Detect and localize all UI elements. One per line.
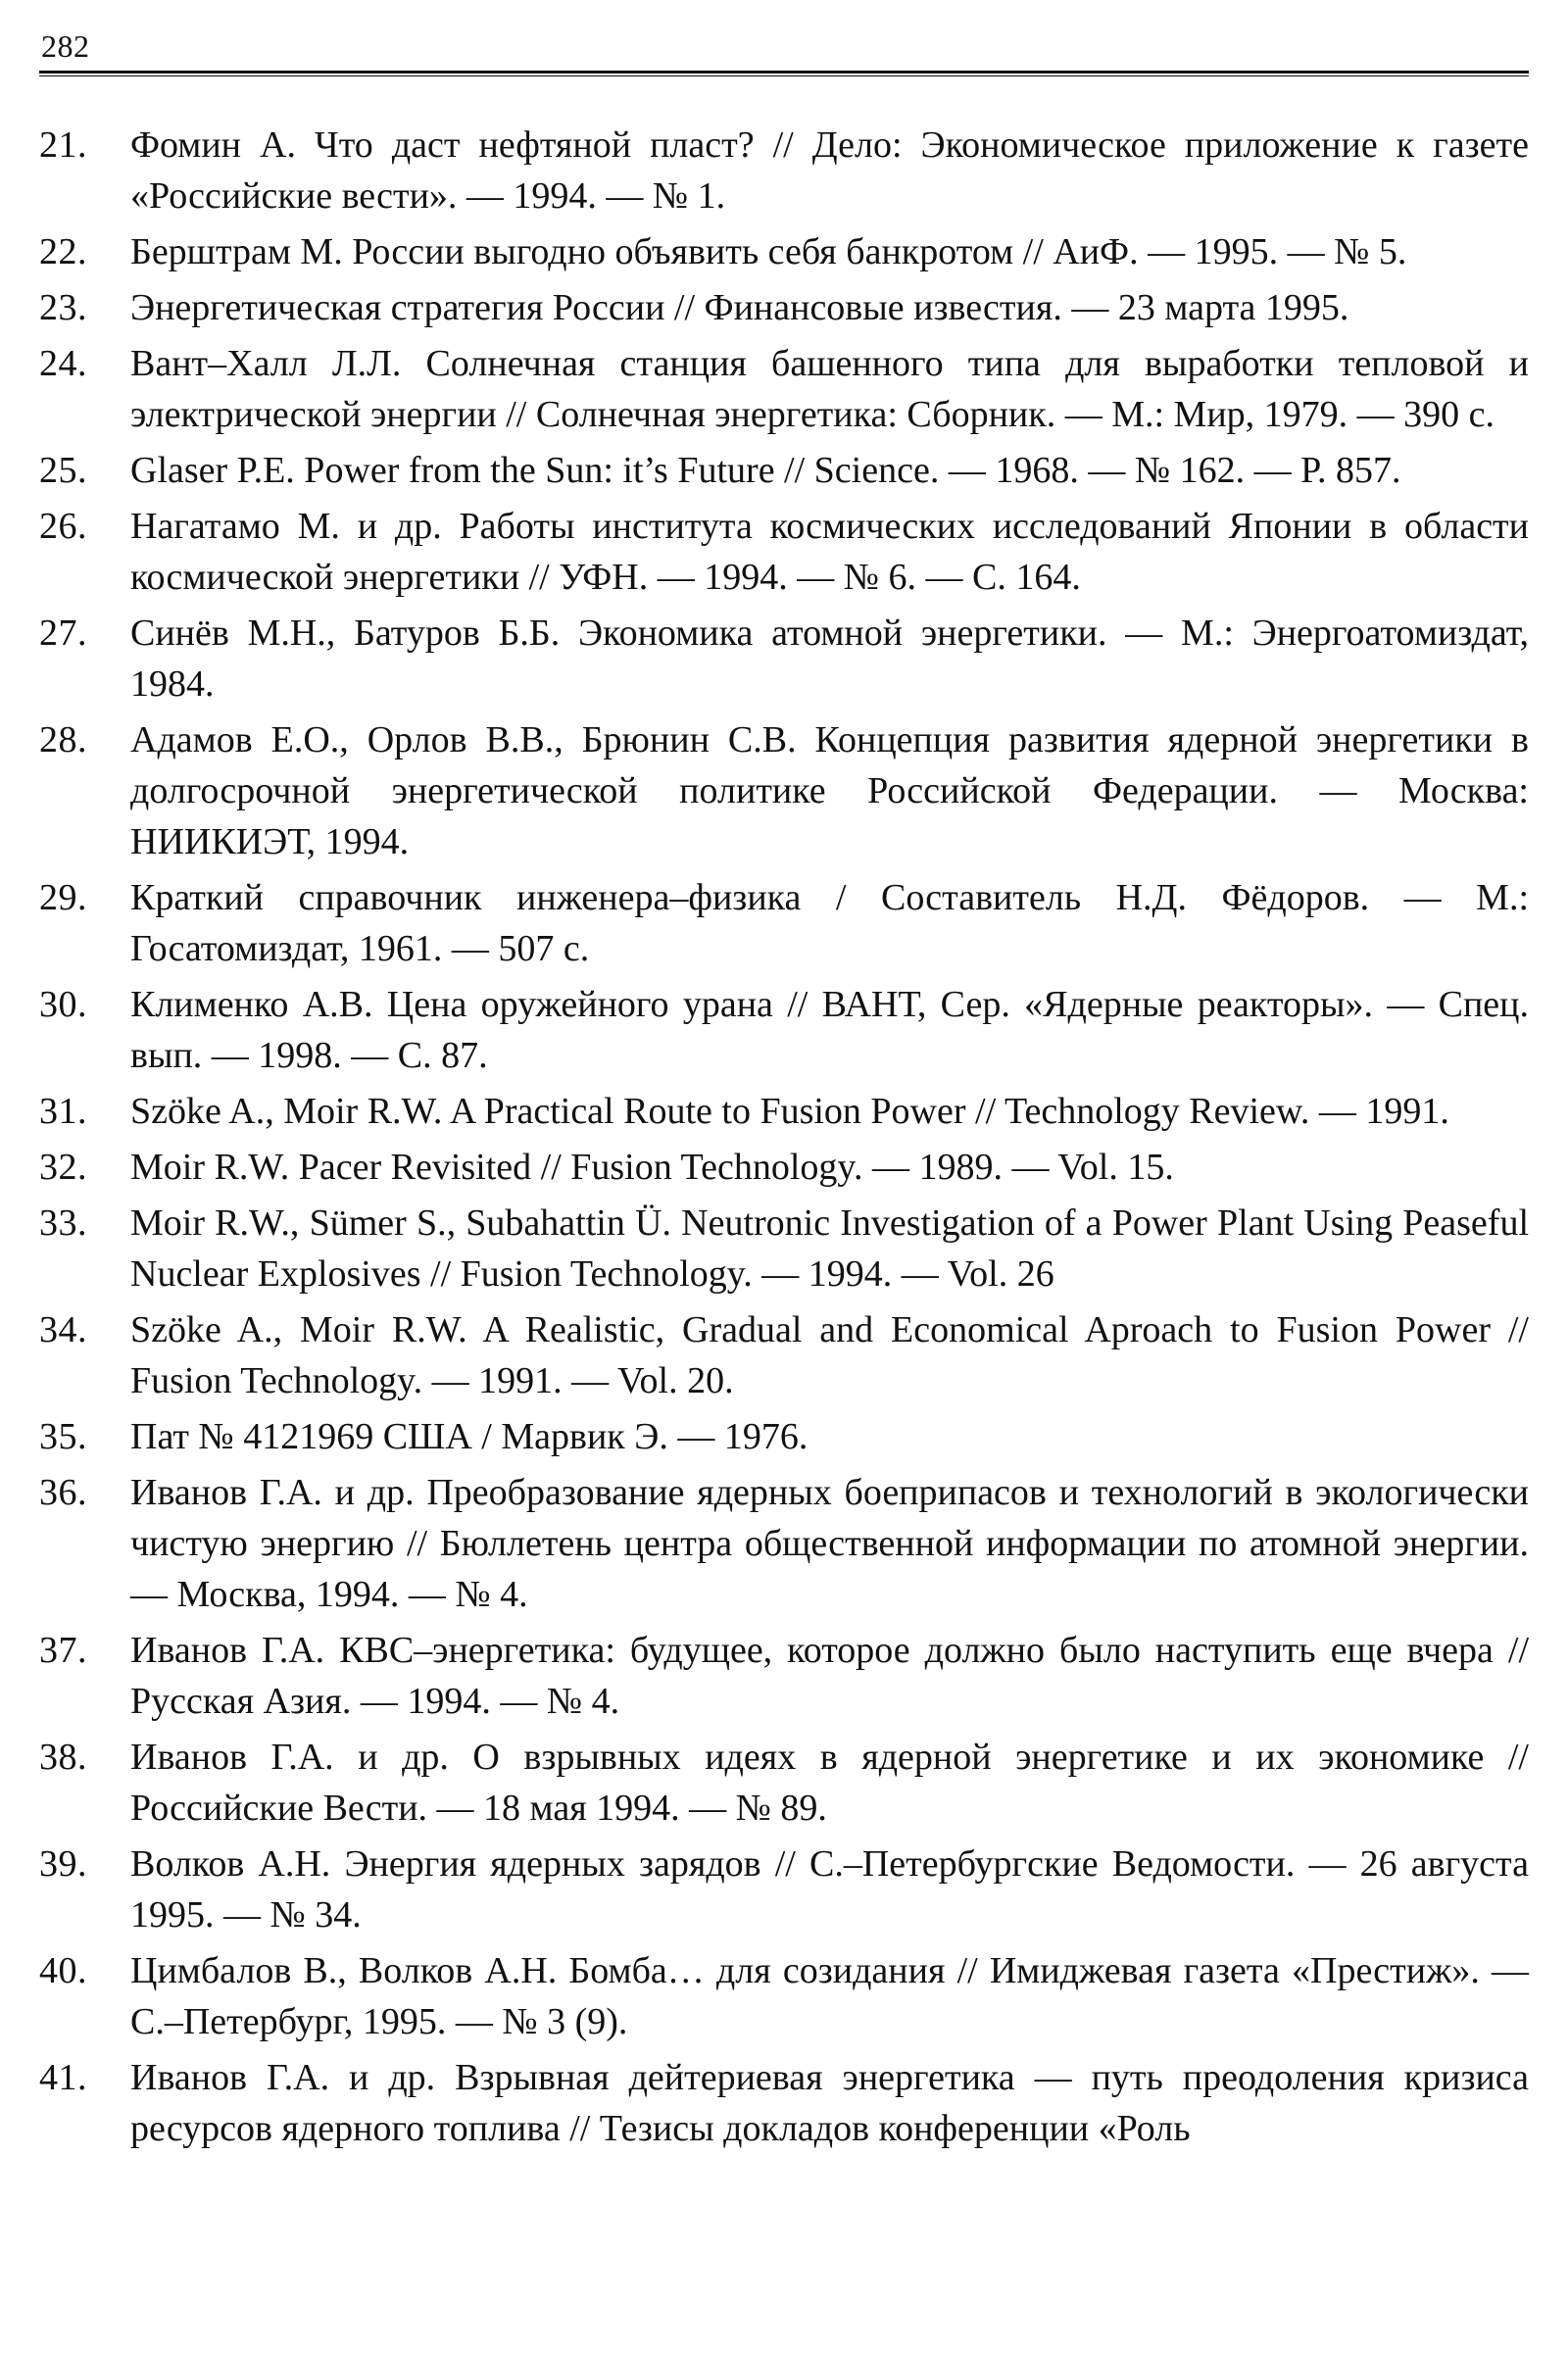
reference-text: Волков А.Н. Энергия ядерных зарядов // С.–Петербургские Ведомости. — 26 августа 1995. — № 34. xyxy=(130,1843,1529,1936)
reference-text: Вант–Халл Л.Л. Солнечная станция башенного типа для выработки тепловой и электрической энергии // Солнечная энергетика: Сборник. — М.: Мир, 1979. — 390 с. xyxy=(130,343,1529,435)
reference-item xyxy=(39,282,1529,333)
reference-text: Glaser P.E. Power from the Sun: it’s Future // Science. — 1968. — № 162. — P. 857. xyxy=(130,450,1401,491)
reference-number: 35. xyxy=(39,1416,87,1457)
reference-number: 22. xyxy=(39,231,87,272)
reference-text: Синёв М.Н., Батуров Б.Б. Экономика атомной энергетики. — М.: Энергоатомиздат, 1984. xyxy=(130,613,1529,705)
reference-item xyxy=(39,445,1529,496)
page-number: 282 xyxy=(41,28,90,64)
reference-item xyxy=(39,120,1529,221)
reference-number: 21. xyxy=(39,124,87,166)
reference-item xyxy=(39,338,1529,440)
reference-number: 38. xyxy=(39,1737,87,1778)
reference-text: Энергетическая стратегия России // Финансовые известия. — 23 марта 1995. xyxy=(130,287,1349,328)
reference-item xyxy=(39,1945,1529,2047)
reference-number: 24. xyxy=(39,343,87,384)
reference-text: Иванов Г.А. и др. Преобразование ядерных боеприпасов и технологий в экологически чистую энергию // Бюллетень центра общественной информации по атомной энергии. — Москва, 1994. — № 4. xyxy=(130,1472,1529,1615)
reference-number: 40. xyxy=(39,1950,87,1991)
reference-number: 32. xyxy=(39,1147,87,1188)
reference-item xyxy=(39,226,1529,277)
reference-number: 37. xyxy=(39,1630,87,1671)
reference-item xyxy=(39,979,1529,1081)
reference-text: Цимбалов В., Волков А.Н. Бомба… для созидания // Имиджевая газета «Престиж». — С.–Петербург, 1995. — № 3 (9). xyxy=(130,1950,1529,2042)
reference-item xyxy=(39,1732,1529,1834)
reference-number: 41. xyxy=(39,2057,87,2098)
reference-item xyxy=(39,1625,1529,1727)
reference-text: Moir R.W. Pacer Revisited // Fusion Technology. — 1989. — Vol. 15. xyxy=(130,1147,1174,1188)
reference-text: Иванов Г.А. и др. Взрывная дейтериевая энергетика — путь преодоления кризиса ресурсов ядерного топлива // Тезисы докладов конференции «Роль xyxy=(130,2057,1529,2149)
reference-number: 31. xyxy=(39,1091,87,1132)
reference-text: Иванов Г.А. КВС–энергетика: будущее, которое должно было наступить еще вчера // Русская Азия. — 1994. — № 4. xyxy=(130,1630,1529,1722)
reference-text: Клименко А.В. Цена оружейного урана // ВАНТ, Сер. «Ядерные реакторы». — Спец. вып. — 1998. — С. 87. xyxy=(130,984,1529,1076)
reference-text: Moir R.W., Sümer S., Subahattin Ü. Neutronic Investigation of a Power Plant Using Peaseful Nuclear Explosives // Fusion Technology. — 1994. — Vol. 26 xyxy=(130,1202,1529,1295)
reference-text: Фомин А. Что даст нефтяной пласт? // Дело: Экономическое приложение к газете «Российские вести». — 1994. — № 1. xyxy=(130,124,1529,217)
reference-text: Иванов Г.А. и др. О взрывных идеях в ядерной энергетике и их экономике // Российские Вести. — 18 мая 1994. — № 89. xyxy=(130,1737,1529,1829)
reference-text: Пат № 4121969 США / Марвик Э. — 1976. xyxy=(130,1416,808,1457)
reference-text: Адамов Е.О., Орлов В.В., Брюнин С.В. Концепция развития ядерной энергетики в долгосрочной энергетической политике Российской Федерации. — Москва: НИИКИЭТ, 1994. xyxy=(130,719,1529,862)
reference-text: Берштрам М. России выгодно объявить себя банкротом // АиФ. — 1995. — № 5. xyxy=(130,231,1407,272)
reference-item xyxy=(39,608,1529,710)
reference-text: Нагатамо М. и др. Работы института космических исследований Японии в области космической энергетики // УФН. — 1994. — № 6. — С. 164. xyxy=(130,506,1529,598)
reference-number: 30. xyxy=(39,984,87,1025)
header-rule xyxy=(39,71,1529,76)
reference-number: 27. xyxy=(39,613,87,654)
reference-number: 23. xyxy=(39,287,87,328)
reference-number: 36. xyxy=(39,1472,87,1513)
reference-item xyxy=(39,1411,1529,1462)
reference-text: Szöke A., Moir R.W. A Practical Route to Fusion Power // Technology Review. — 1991. xyxy=(130,1091,1449,1132)
reference-text: Краткий справочник инженера–физика / Составитель Н.Д. Фёдоров. — М.: Госатомиздат, 1961. — 507 с. xyxy=(130,877,1529,969)
reference-item xyxy=(39,501,1529,603)
reference-number: 25. xyxy=(39,450,87,491)
document-page xyxy=(39,27,1529,2159)
reference-item xyxy=(39,872,1529,974)
reference-item xyxy=(39,1086,1529,1137)
reference-item xyxy=(39,2052,1529,2154)
reference-item xyxy=(39,1467,1529,1620)
reference-item xyxy=(39,1838,1529,1940)
reference-item xyxy=(39,714,1529,867)
reference-item xyxy=(39,1142,1529,1193)
reference-number: 39. xyxy=(39,1843,87,1885)
reference-item xyxy=(39,1198,1529,1299)
reference-text: Szöke A., Moir R.W. A Realistic, Gradual and Economical Aproach to Fusion Power // Fusion Technology. — 1991. — Vol. 20. xyxy=(130,1309,1529,1401)
reference-number: 28. xyxy=(39,719,87,760)
reference-list xyxy=(39,120,1529,2154)
reference-number: 29. xyxy=(39,877,87,918)
reference-number: 26. xyxy=(39,506,87,547)
reference-item xyxy=(39,1304,1529,1406)
reference-number: 33. xyxy=(39,1202,87,1244)
reference-number: 34. xyxy=(39,1309,87,1350)
